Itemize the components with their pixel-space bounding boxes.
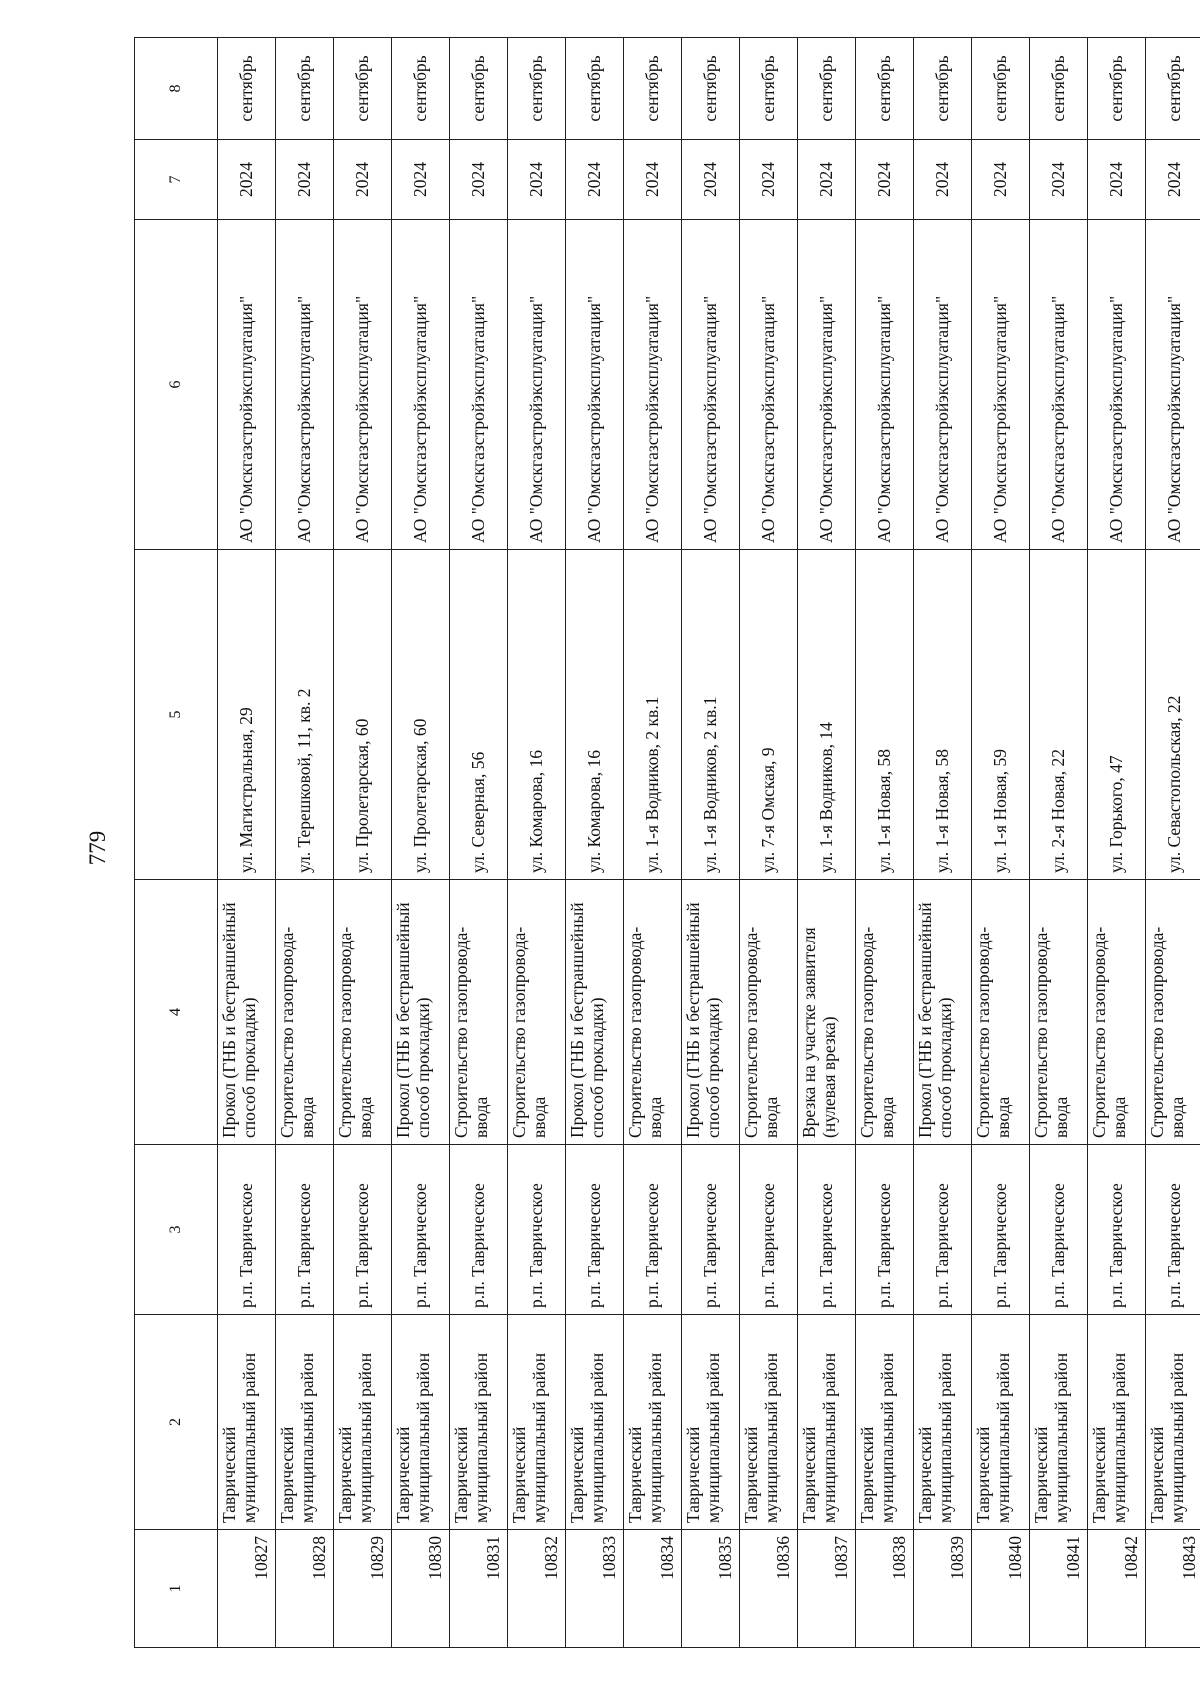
year-cell: 2024: [508, 140, 566, 220]
address-cell: ул. Пролетарская, 60: [334, 550, 392, 880]
district-cell: Таврический муниципальный район: [334, 1315, 392, 1530]
column-header: 4: [135, 880, 218, 1145]
address-cell: ул. 1-я Водников, 14: [798, 550, 856, 880]
organization-cell: АО "Омскгазстройэксплуатация": [624, 220, 682, 550]
work-type-cell: Строительство газопровода-ввода: [1088, 880, 1146, 1145]
month-cell: сентябрь: [1030, 38, 1088, 140]
organization-cell: АО "Омскгазстройэксплуатация": [1146, 220, 1200, 550]
column-header: 2: [135, 1315, 218, 1530]
column-header: 7: [135, 140, 218, 220]
address-cell: ул. 1-я Водников, 2 кв.1: [624, 550, 682, 880]
organization-cell: АО "Омскгазстройэксплуатация": [334, 220, 392, 550]
year-cell: 2024: [566, 140, 624, 220]
organization-cell: АО "Омскгазстройэксплуатация": [276, 220, 334, 550]
month-cell: сентябрь: [1146, 38, 1200, 140]
column-header: 3: [135, 1145, 218, 1315]
address-cell: ул. Северная, 56: [450, 550, 508, 880]
district-cell: Таврический муниципальный район: [1088, 1315, 1146, 1530]
district-cell: Таврический муниципальный район: [1030, 1315, 1088, 1530]
settlement-cell: р.п. Таврическое: [1088, 1145, 1146, 1315]
settlement-cell: р.п. Таврическое: [1030, 1145, 1088, 1315]
column-header: 1: [135, 1530, 218, 1648]
table-row: [392, 38, 450, 1648]
year-cell: 2024: [450, 140, 508, 220]
month-cell: сентябрь: [624, 38, 682, 140]
table-row: [914, 38, 972, 1648]
district-cell: Таврический муниципальный район: [740, 1315, 798, 1530]
organization-cell: АО "Омскгазстройэксплуатация": [682, 220, 740, 550]
settlement-cell: р.п. Таврическое: [914, 1145, 972, 1315]
gas-works-table: [134, 37, 1200, 1648]
district-cell: Таврический муниципальный район: [914, 1315, 972, 1530]
organization-cell: АО "Омскгазстройэксплуатация": [1088, 220, 1146, 550]
month-cell: сентябрь: [392, 38, 450, 140]
address-cell: ул. 7-я Омская, 9: [740, 550, 798, 880]
work-type-cell: Строительство газопровода-ввода: [450, 880, 508, 1145]
settlement-cell: р.п. Таврическое: [334, 1145, 392, 1315]
year-cell: 2024: [856, 140, 914, 220]
month-cell: сентябрь: [276, 38, 334, 140]
work-type-cell: Строительство газопровода-ввода: [740, 880, 798, 1145]
table-row: [1146, 38, 1200, 1648]
work-type-cell: Прокол (ГНБ и бестраншейный способ прокладки): [566, 880, 624, 1145]
settlement-cell: р.п. Таврическое: [740, 1145, 798, 1315]
row-number: 10836: [740, 1530, 798, 1648]
year-cell: 2024: [682, 140, 740, 220]
settlement-cell: р.п. Таврическое: [450, 1145, 508, 1315]
organization-cell: АО "Омскгазстройэксплуатация": [972, 220, 1030, 550]
table-row: [798, 38, 856, 1648]
row-number: 10830: [392, 1530, 450, 1648]
rotated-table-container: [134, 38, 1200, 1648]
organization-cell: АО "Омскгазстройэксплуатация": [508, 220, 566, 550]
organization-cell: АО "Омскгазстройэксплуатация": [856, 220, 914, 550]
address-cell: ул. Горького, 47: [1088, 550, 1146, 880]
row-number: 10843: [1146, 1530, 1200, 1648]
address-cell: ул. Магистральная, 29: [218, 550, 276, 880]
year-cell: 2024: [624, 140, 682, 220]
district-cell: Таврический муниципальный район: [450, 1315, 508, 1530]
row-number: 10838: [856, 1530, 914, 1648]
work-type-cell: Строительство газопровода-ввода: [972, 880, 1030, 1145]
work-type-cell: Строительство газопровода-ввода: [1030, 880, 1088, 1145]
table-row: [276, 38, 334, 1648]
year-cell: 2024: [972, 140, 1030, 220]
month-cell: сентябрь: [856, 38, 914, 140]
district-cell: Таврический муниципальный район: [276, 1315, 334, 1530]
settlement-cell: р.п. Таврическое: [1146, 1145, 1200, 1315]
year-cell: 2024: [798, 140, 856, 220]
work-type-cell: Строительство газопровода-ввода: [856, 880, 914, 1145]
address-cell: ул. Комарова, 16: [508, 550, 566, 880]
month-cell: сентябрь: [334, 38, 392, 140]
month-cell: сентябрь: [740, 38, 798, 140]
address-cell: ул. Севастопольская, 22: [1146, 550, 1200, 880]
row-number: 10832: [508, 1530, 566, 1648]
organization-cell: АО "Омскгазстройэксплуатация": [392, 220, 450, 550]
work-type-cell: Прокол (ГНБ и бестраншейный способ прокладки): [218, 880, 276, 1145]
table-row: [1088, 38, 1146, 1648]
district-cell: Таврический муниципальный район: [682, 1315, 740, 1530]
year-cell: 2024: [334, 140, 392, 220]
settlement-cell: р.п. Таврическое: [392, 1145, 450, 1315]
row-number: 10841: [1030, 1530, 1088, 1648]
year-cell: 2024: [914, 140, 972, 220]
table-row: [218, 38, 276, 1648]
organization-cell: АО "Омскгазстройэксплуатация": [798, 220, 856, 550]
month-cell: сентябрь: [1088, 38, 1146, 140]
settlement-cell: р.п. Таврическое: [566, 1145, 624, 1315]
organization-cell: АО "Омскгазстройэксплуатация": [566, 220, 624, 550]
year-cell: 2024: [392, 140, 450, 220]
row-number: 10837: [798, 1530, 856, 1648]
month-cell: сентябрь: [218, 38, 276, 140]
row-number: 10835: [682, 1530, 740, 1648]
district-cell: Таврический муниципальный район: [972, 1315, 1030, 1530]
table-row: [972, 38, 1030, 1648]
year-cell: 2024: [1030, 140, 1088, 220]
month-cell: сентябрь: [798, 38, 856, 140]
organization-cell: АО "Омскгазстройэксплуатация": [740, 220, 798, 550]
row-number: 10831: [450, 1530, 508, 1648]
settlement-cell: р.п. Таврическое: [218, 1145, 276, 1315]
settlement-cell: р.п. Таврическое: [856, 1145, 914, 1315]
address-cell: ул. Пролетарская, 60: [392, 550, 450, 880]
work-type-cell: Строительство газопровода-ввода: [276, 880, 334, 1145]
address-cell: ул. Комарова, 16: [566, 550, 624, 880]
settlement-cell: р.п. Таврическое: [624, 1145, 682, 1315]
month-cell: сентябрь: [450, 38, 508, 140]
table-header-row: [135, 38, 218, 1648]
table-body: [218, 38, 1200, 1648]
column-header: 8: [135, 38, 218, 140]
district-cell: Таврический муниципальный район: [508, 1315, 566, 1530]
organization-cell: АО "Омскгазстройэксплуатация": [218, 220, 276, 550]
year-cell: 2024: [1088, 140, 1146, 220]
table-row: [740, 38, 798, 1648]
address-cell: ул. Терешковой, 11, кв. 2: [276, 550, 334, 880]
year-cell: 2024: [218, 140, 276, 220]
district-cell: Таврический муниципальный район: [392, 1315, 450, 1530]
month-cell: сентябрь: [972, 38, 1030, 140]
month-cell: сентябрь: [566, 38, 624, 140]
table-row: [450, 38, 508, 1648]
month-cell: сентябрь: [508, 38, 566, 140]
settlement-cell: р.п. Таврическое: [972, 1145, 1030, 1315]
table-row: [624, 38, 682, 1648]
row-number: 10842: [1088, 1530, 1146, 1648]
row-number: 10834: [624, 1530, 682, 1648]
year-cell: 2024: [1146, 140, 1200, 220]
address-cell: ул. 1-я Новая, 58: [914, 550, 972, 880]
work-type-cell: Врезка на участке заявителя (нулевая врезка): [798, 880, 856, 1145]
table-row: [856, 38, 914, 1648]
row-number: 10839: [914, 1530, 972, 1648]
settlement-cell: р.п. Таврическое: [508, 1145, 566, 1315]
table-row: [1030, 38, 1088, 1648]
page-number: 779: [85, 830, 110, 866]
work-type-cell: Строительство газопровода-ввода: [1146, 880, 1200, 1145]
row-number: 10833: [566, 1530, 624, 1648]
work-type-cell: Строительство газопровода-ввода: [508, 880, 566, 1145]
work-type-cell: Строительство газопровода-ввода: [624, 880, 682, 1145]
settlement-cell: р.п. Таврическое: [798, 1145, 856, 1315]
row-number: 10829: [334, 1530, 392, 1648]
month-cell: сентябрь: [682, 38, 740, 140]
work-type-cell: Прокол (ГНБ и бестраншейный способ прокладки): [392, 880, 450, 1145]
address-cell: ул. 1-я Новая, 59: [972, 550, 1030, 880]
organization-cell: АО "Омскгазстройэксплуатация": [450, 220, 508, 550]
district-cell: Таврический муниципальный район: [566, 1315, 624, 1530]
work-type-cell: Строительство газопровода-ввода: [334, 880, 392, 1145]
district-cell: Таврический муниципальный район: [798, 1315, 856, 1530]
organization-cell: АО "Омскгазстройэксплуатация": [1030, 220, 1088, 550]
settlement-cell: р.п. Таврическое: [682, 1145, 740, 1315]
work-type-cell: Прокол (ГНБ и бестраншейный способ прокладки): [914, 880, 972, 1145]
row-number: 10840: [972, 1530, 1030, 1648]
row-number: 10827: [218, 1530, 276, 1648]
column-header: 5: [135, 550, 218, 880]
settlement-cell: р.п. Таврическое: [276, 1145, 334, 1315]
table-row: [682, 38, 740, 1648]
table-row: [334, 38, 392, 1648]
district-cell: Таврический муниципальный район: [218, 1315, 276, 1530]
district-cell: Таврический муниципальный район: [856, 1315, 914, 1530]
year-cell: 2024: [276, 140, 334, 220]
district-cell: Таврический муниципальный район: [1146, 1315, 1200, 1530]
year-cell: 2024: [740, 140, 798, 220]
table-row: [566, 38, 624, 1648]
organization-cell: АО "Омскгазстройэксплуатация": [914, 220, 972, 550]
address-cell: ул. 1-я Водников, 2 кв.1: [682, 550, 740, 880]
row-number: 10828: [276, 1530, 334, 1648]
address-cell: ул. 1-я Новая, 58: [856, 550, 914, 880]
table-row: [508, 38, 566, 1648]
district-cell: Таврический муниципальный район: [624, 1315, 682, 1530]
month-cell: сентябрь: [914, 38, 972, 140]
work-type-cell: Прокол (ГНБ и бестраншейный способ прокладки): [682, 880, 740, 1145]
column-header: 6: [135, 220, 218, 550]
address-cell: ул. 2-я Новая, 22: [1030, 550, 1088, 880]
